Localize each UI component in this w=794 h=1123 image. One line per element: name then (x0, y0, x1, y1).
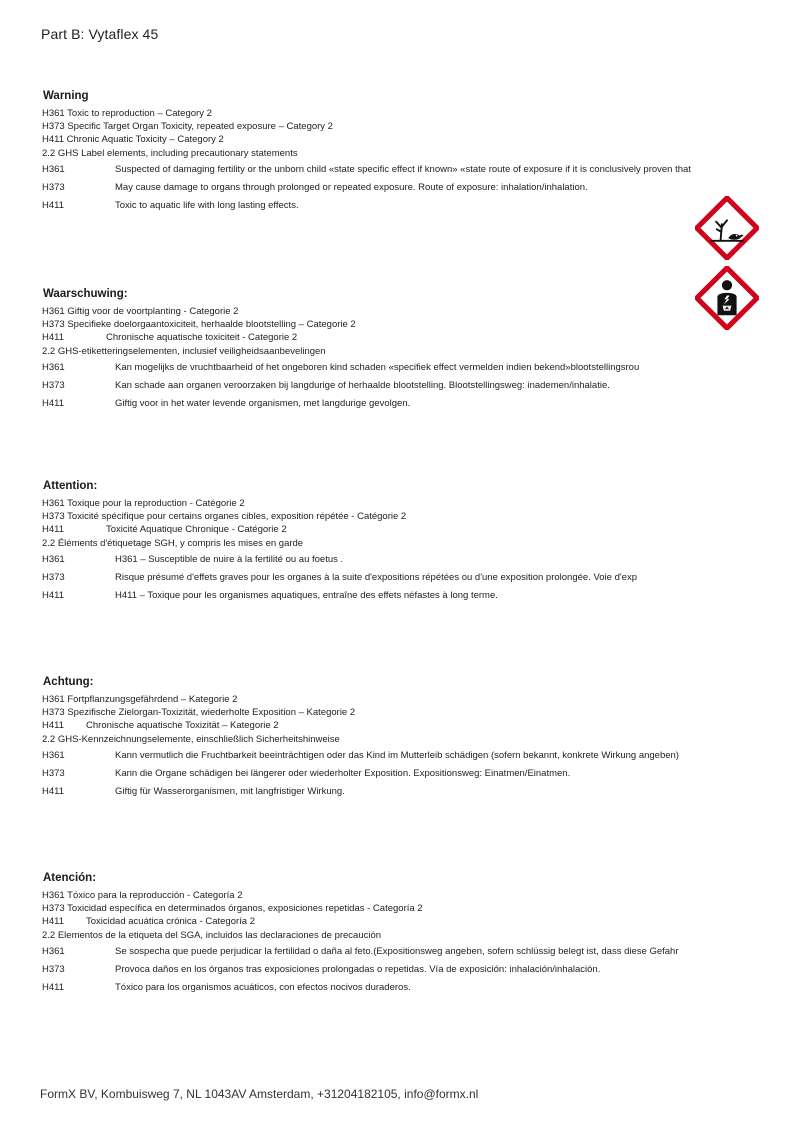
hazard-section-fr (42, 479, 742, 602)
label-elements-heading: 2.2 GHS-Kennzeichnungselemente, einschließlich Sicherheitshinweise (42, 733, 340, 745)
hazard-statement (42, 963, 742, 976)
hazard-text: Toxicité Aquatique Chronique - Catégorie 2 (106, 524, 287, 536)
hazard-statement (42, 571, 742, 584)
hazard-code: H411 (42, 981, 65, 993)
hazard-statement (42, 785, 742, 798)
hazard-code: H411 (42, 199, 65, 211)
page-title: Part B: Vytaflex 45 (41, 26, 159, 42)
section-title: Waarschuwing: (43, 288, 128, 300)
classification-line: H411 Chronic Aquatic Toxicity – Category 2 (42, 134, 224, 146)
hazard-text: Kann vermutlich die Fruchtbarkeit beeinträchtigen oder das Kind im Mutterleib schädigen (sofern bekannt, konkrete Wirkung angeben) (115, 749, 679, 761)
hazard-statement (42, 767, 742, 780)
hazard-text: H361 – Susceptible de nuire à la fertilité ou au foetus . (115, 553, 344, 565)
hazard-statement (42, 199, 742, 212)
hazard-text: Chronische aquatische Toxizität – Kategorie 2 (86, 720, 279, 732)
section-title: Warning (43, 90, 89, 102)
hazard-code: H373 (42, 767, 65, 779)
hazard-text: H411 – Toxique pour les organismes aquatiques, entraîne des effets néfastes à long terme. (115, 589, 498, 601)
hazard-text: Kan mogelijks de vruchtbaarheid of het ongeboren kind schaden «specifiek effect vermelden indien bekend»blootstellingsrou (115, 361, 640, 373)
hazard-statement (42, 553, 742, 566)
classification-line (42, 719, 742, 732)
hazard-statement (42, 163, 742, 176)
hazard-code: H411 (42, 720, 65, 732)
hazard-code: H373 (42, 379, 65, 391)
hazard-code: H361 (42, 361, 65, 373)
hazard-code: H373 (42, 571, 65, 583)
classification-line: H361 Fortpflanzungsgefährdend – Kategorie 2 (42, 694, 238, 705)
hazard-text: May cause damage to organs through prolonged or repeated exposure. Route of exposure: inhalation/inhalation. (115, 181, 588, 193)
hazard-statement (42, 981, 742, 994)
hazard-code: H361 (42, 553, 65, 565)
hazard-section-nl (42, 287, 742, 410)
hazard-statement (42, 397, 742, 410)
label-elements-heading: 2.2 GHS-etiketteringselementen, inclusief veiligheidsaanbevelingen (42, 345, 326, 357)
hazard-code: H411 (42, 785, 65, 797)
hazard-text: Toxic to aquatic life with long lasting effects. (115, 199, 299, 211)
hazard-statement (42, 749, 742, 762)
hazard-code: H361 (42, 945, 65, 957)
hazard-text: Toxicidad acuática crónica - Categoría 2 (86, 916, 255, 928)
hazard-statement (42, 945, 742, 958)
classification-line (42, 523, 742, 536)
hazard-code: H411 (42, 524, 65, 536)
label-elements-heading: 2.2 GHS Label elements, including precautionary statements (42, 147, 298, 159)
hazard-text: Se sospecha que puede perjudicar la fertilidad o daña al feto.(Expositionsweg angeben, sofern schlüssig belegt ist, dass diese Gefahr (115, 945, 679, 957)
classification-line: H373 Specifieke doelorgaantoxiciteit, herhaalde blootstelling – Categorie 2 (42, 319, 356, 331)
section-title: Attention: (43, 480, 98, 492)
hazard-text: Giftig für Wasserorganismen, mit langfristiger Wirkung. (115, 785, 345, 797)
classification-line: H373 Toxicidad específica en determinados órganos, exposiciones repetidas - Categoría 2 (42, 903, 423, 915)
page-footer: FormX BV, Kombuisweg 7, NL 1043AV Amsterdam, +31204182105, info@formx.nl (40, 1087, 479, 1101)
hazard-text: Giftig voor in het water levende organismen, met langdurige gevolgen. (115, 397, 411, 409)
hazard-text: Kann die Organe schädigen bei längerer oder wiederholter Exposition. Expositionsweg: Einatmen/Einatmen. (115, 767, 571, 779)
classification-line: H373 Specific Target Organ Toxicity, repeated exposure – Category 2 (42, 121, 333, 133)
hazard-code: H411 (42, 397, 65, 409)
classification-line: H361 Giftig voor de voortplanting - Categorie 2 (42, 306, 239, 317)
section-title: Atención: (43, 872, 97, 884)
hazard-code: H373 (42, 963, 65, 975)
classification-line: H361 Toxic to reproduction – Category 2 (42, 108, 212, 119)
hazard-text: Risque présumé d'effets graves pour les organes à la suite d'expositions répétées ou d'une exposition prolongée. Voie d'exp (115, 571, 637, 583)
hazard-code: H411 (42, 916, 65, 928)
label-elements-heading: 2.2 Elementos de la etiqueta del SGA, incluidos las declaraciones de precaución (42, 929, 382, 941)
classification-line (42, 915, 742, 928)
hazard-text: Kan schade aan organen veroorzaken bij langdurige of herhaalde blootstelling. Blootstellingsweg: inademen/inhalatie. (115, 379, 610, 391)
hazard-statement (42, 181, 742, 194)
classification-line: H361 Toxique pour la reproduction - Catégorie 2 (42, 498, 245, 509)
hazard-code: H373 (42, 181, 65, 193)
hazard-text: Suspected of damaging fertility or the unborn child «state specific effect if known» «state route of exposure if it is conclusively proven that (115, 163, 691, 175)
classification-line: H373 Toxicité spécifique pour certains organes cibles, exposition répétée - Catégorie 2 (42, 511, 407, 523)
classification-line (42, 331, 742, 344)
hazard-code: H411 (42, 332, 65, 344)
hazard-text: Provoca daños en los órganos tras exposiciones prolongadas o repetidas. Vía de exposición: inhalación/inhalación. (115, 963, 601, 975)
hazard-code: H411 (42, 589, 65, 601)
hazard-text: Chronische aquatische toxiciteit - Categorie 2 (106, 332, 298, 344)
hazard-section-es (42, 871, 742, 994)
label-elements-heading: 2.2 Éléments d'étiquetage SGH, y compris les mises en garde (42, 537, 304, 549)
hazard-text: Tóxico para los organismos acuáticos, con efectos nocivos duraderos. (115, 981, 411, 993)
classification-line: H373 Spezifische Zielorgan-Toxizität, wiederholte Exposition – Kategorie 2 (42, 707, 356, 719)
hazard-code: H361 (42, 163, 65, 175)
hazard-statement (42, 589, 742, 602)
hazard-statement (42, 361, 742, 374)
hazard-section-en (42, 89, 742, 212)
classification-line: H361 Tóxico para la reproducción - Categoría 2 (42, 890, 243, 901)
hazard-statement (42, 379, 742, 392)
section-title: Achtung: (43, 676, 94, 688)
hazard-section-de (42, 675, 742, 798)
hazard-code: H361 (42, 749, 65, 761)
